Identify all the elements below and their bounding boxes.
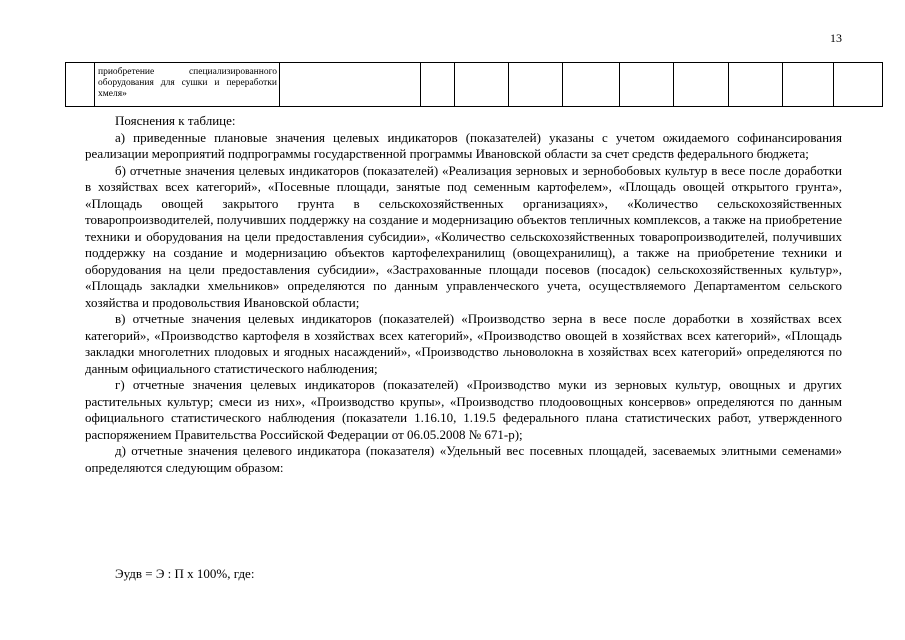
table-cell bbox=[509, 63, 563, 107]
explanation-item-b: б) отчетные значения целевых индикаторов (показателей) «Реализация зерновых и зернобобовых культур в весе после доработки в хозяйствах всех категорий», «Посевные площади, занятые под семенным картофелем», «Площадь овощей открытого грунта», «Площадь овощей закрытого грунта в сельскохозяйственных организациях», «Количество сельскохозяйственных товаропроизводителей, получивших поддержку на создание и модернизацию объектов тепличных комплексов, а также на приобретение техники и оборудования на цели предоставления субсидии», «Количество сельскохозяйственных товаропроизводителей, получивших поддержку на создание и модернизацию объектов картофелехранилищ (овощехранилищ), а также на приобретение техники и оборудования на цели предоставления субсидии», «Застрахованные площади посевов (посадок) сельскохозяйственных культур», «Площадь закладки хмельников» определяются по данным управленческого учета, осуществляемого Департаментом сельского хозяйства и продовольствия Ивановской области; bbox=[85, 162, 842, 310]
explanations-heading: Пояснения к таблице: bbox=[115, 113, 236, 128]
table-cell-number bbox=[66, 63, 95, 107]
table-cell bbox=[834, 63, 883, 107]
table-cell bbox=[563, 63, 620, 107]
page-number: 13 bbox=[830, 31, 842, 45]
table-cell bbox=[674, 63, 729, 107]
table-cell bbox=[729, 63, 783, 107]
explanations-block bbox=[85, 113, 842, 476]
table-cell bbox=[421, 63, 455, 107]
indicator-table-fragment bbox=[65, 62, 883, 107]
table-cell bbox=[280, 63, 421, 107]
formula: Эудв = Э : П х 100%, где: bbox=[115, 566, 255, 581]
table-cell bbox=[783, 63, 834, 107]
explanation-item-d: д) отчетные значения целевого индикатора (показателя) «Удельный вес посевных площадей, засеваемых элитными семенами» определяются следующим образом: bbox=[85, 443, 842, 475]
explanation-item-g: г) отчетные значения целевых индикаторов (показателей) «Производство муки из зерновых культур, овощных и других растительных культур; смеси из них», «Производство крупы», «Производство плодоовощных консервов» определяются по данным официального статистического наблюдения (показатели 1.16.10, 1.19.5 федерального плана статистических работ, утвержденного распоряжением Правительства Российской Федерации от 06.05.2008 № 671-р); bbox=[85, 377, 842, 442]
row-label-text: приобретение специализированного оборудования для сушки и переработки хмеля» bbox=[98, 67, 277, 99]
table-row bbox=[66, 63, 883, 107]
explanation-item-a: а) приведенные плановые значения целевых индикаторов (показателей) указаны с учетом ожидаемого софинансирования реализации мероприятий подпрограммы государственной программы Ивановской области за счет средств федерального бюджета; bbox=[85, 129, 842, 161]
table-cell-row-label bbox=[95, 63, 280, 107]
table-cell bbox=[455, 63, 509, 107]
explanation-item-v: в) отчетные значения целевых индикаторов (показателей) «Производство зерна в весе после доработки в хозяйствах всех категорий», «Производство картофеля в хозяйствах всех категорий», «Производство овощей в хозяйствах всех категорий», «Площадь закладки многолетних плодовых и ягодных насаждений», «Производство льноволокна в хозяйствах всех категорий» определяются по данным официального статистического наблюдения; bbox=[85, 311, 842, 376]
table-cell bbox=[620, 63, 674, 107]
